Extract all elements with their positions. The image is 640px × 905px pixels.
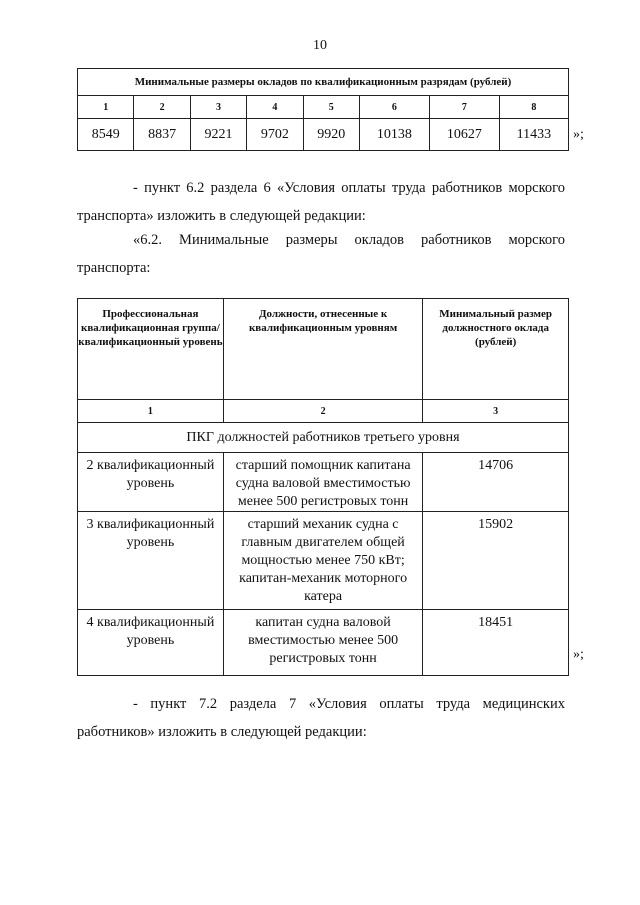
- qualification-level: 3 квалификационный уровень: [78, 512, 224, 610]
- salary-value: 9702: [247, 119, 303, 151]
- grade-number: 7: [429, 96, 499, 119]
- grade-number: 4: [247, 96, 303, 119]
- salary-value: 9920: [303, 119, 359, 151]
- column-number: 2: [223, 400, 423, 423]
- page-number: 10: [313, 38, 327, 53]
- column-header: Должности, отнесенные к квалификационным уровням: [223, 299, 423, 400]
- paragraph-line: работников» изложить в следующей редакции:: [77, 724, 367, 740]
- grade-number: 2: [134, 96, 190, 119]
- table-caption: Минимальные размеры окладов по квалификационным разрядам (рублей): [78, 69, 569, 96]
- column-header: Минимальный размер должностного оклада (рублей): [423, 299, 569, 400]
- paragraph-line: - пункт 6.2 раздела 6 «Условия оплаты труда работников морского: [133, 180, 565, 196]
- table-row: [78, 512, 569, 610]
- column-header: Профессиональная квалификационная группа/ квалификационный уровень: [78, 299, 224, 400]
- positions: капитан судна валовой вместимостью менее 500 регистровых тонн: [223, 610, 423, 676]
- paragraph-line: «6.2. Минимальные размеры окладов работников морского: [133, 232, 565, 248]
- salary-amount: 15902: [423, 512, 569, 610]
- quote-close: »;: [573, 127, 584, 142]
- salary-grades-table: [77, 68, 569, 151]
- paragraph-6-2-intro: [77, 174, 565, 230]
- salary-value: 8549: [78, 119, 134, 151]
- table-number-row: [78, 400, 569, 423]
- paragraph-line: транспорта:: [77, 260, 151, 276]
- salary-value: 10138: [359, 119, 429, 151]
- positions: старший механик судна с главным двигателем общей мощностью менее 750 кВт; капитан-механик моторного катера: [223, 512, 423, 610]
- grade-number: 5: [303, 96, 359, 119]
- column-number: 3: [423, 400, 569, 423]
- group-row: [78, 423, 569, 453]
- table-header-row: [78, 299, 569, 400]
- table-value-row: [78, 119, 569, 151]
- grade-number: 1: [78, 96, 134, 119]
- paragraph-line: - пункт 7.2 раздела 7 «Условия оплаты труда медицинских: [133, 696, 565, 712]
- positions: старший помощник капитана судна валовой вместимостью менее 500 регистровых тонн: [223, 453, 423, 512]
- paragraph-line: транспорта» изложить в следующей редакции:: [77, 208, 366, 224]
- salary-value: 11433: [499, 119, 568, 151]
- salary-amount: 18451: [423, 610, 569, 676]
- group-title: ПКГ должностей работников третьего уровня: [78, 423, 569, 453]
- salary-value: 9221: [190, 119, 246, 151]
- maritime-salary-table: [77, 298, 569, 676]
- column-number: 1: [78, 400, 224, 423]
- quote-close: »;: [573, 647, 584, 662]
- salary-amount: 14706: [423, 453, 569, 512]
- qualification-level: 2 квалификационный уровень: [78, 453, 224, 512]
- paragraph-7-2-intro: [77, 690, 565, 746]
- qualification-level: 4 квалификационный уровень: [78, 610, 224, 676]
- salary-value: 8837: [134, 119, 190, 151]
- table-row: [78, 453, 569, 512]
- table-number-row: [78, 96, 569, 119]
- grade-number: 8: [499, 96, 568, 119]
- grade-number: 6: [359, 96, 429, 119]
- table-row: [78, 610, 569, 676]
- grade-number: 3: [190, 96, 246, 119]
- paragraph-6-2-title: [77, 226, 565, 282]
- salary-value: 10627: [429, 119, 499, 151]
